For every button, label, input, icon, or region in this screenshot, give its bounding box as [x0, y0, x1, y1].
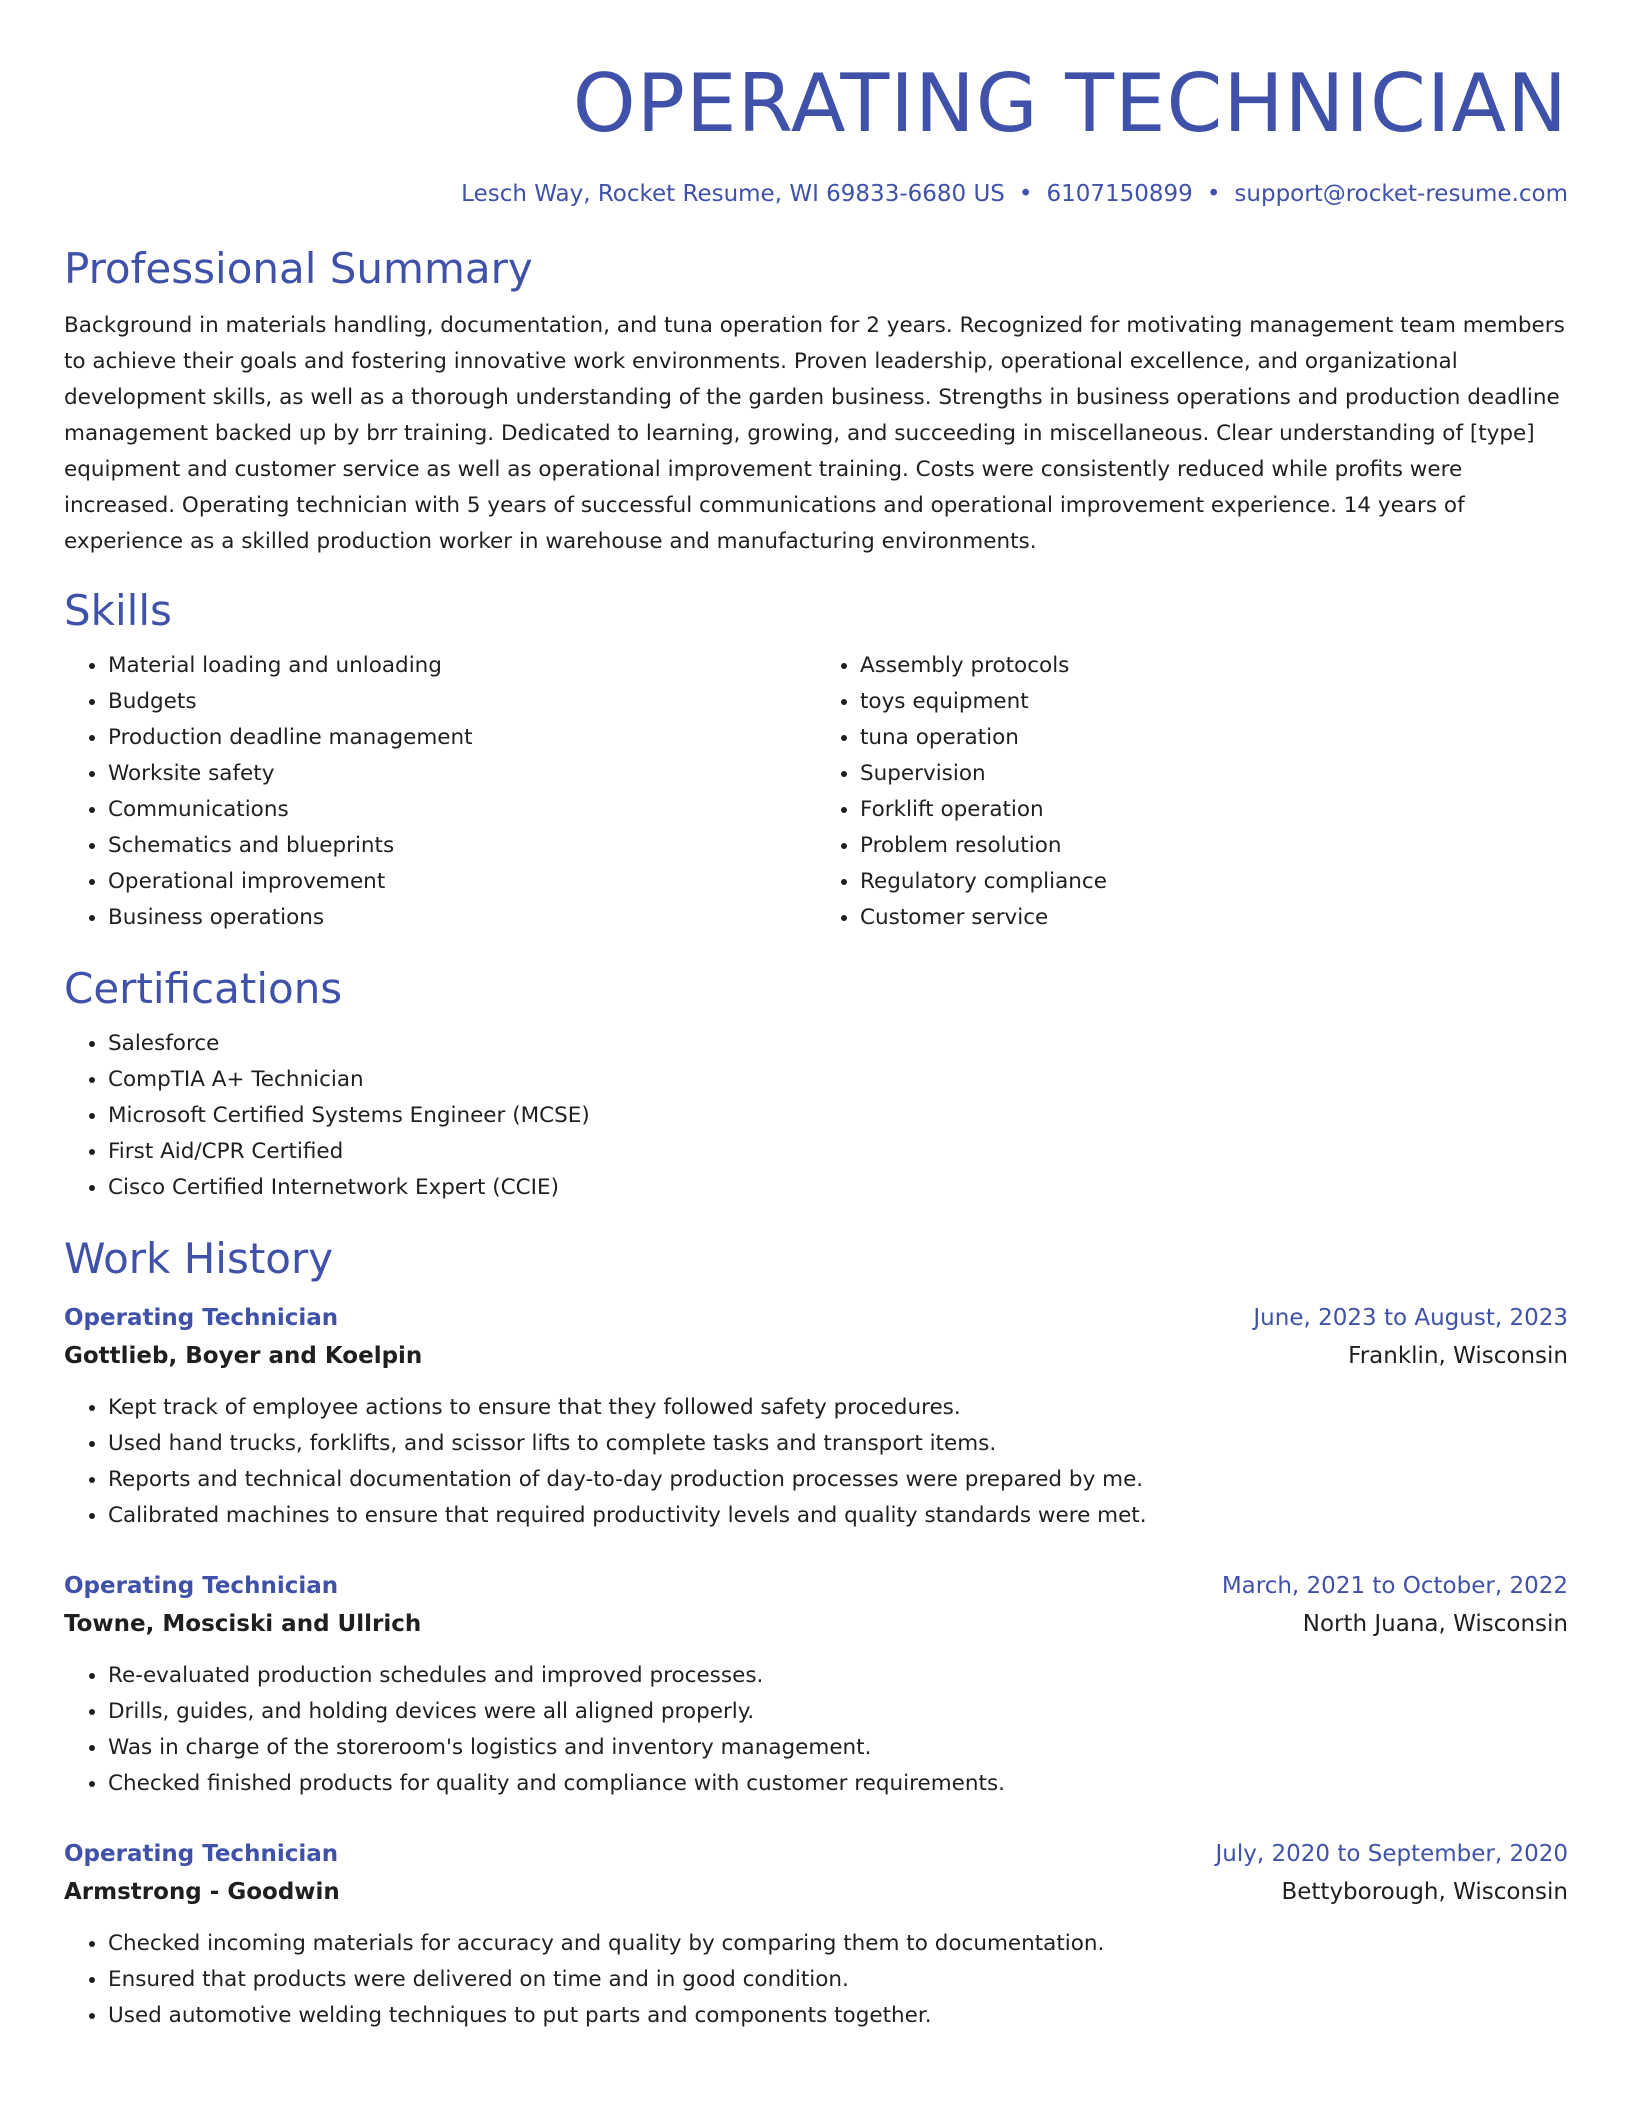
job-duty: • Ensured that products were delivered on time and in good condition. — [108, 1962, 1568, 1998]
job-company: Towne, Mosciski and Ullrich — [64, 1611, 422, 1637]
job-duties-list — [64, 1390, 1568, 1534]
job-dates: March, 2021 to October, 2022 — [1221, 1573, 1568, 1599]
certification-item: • CompTIA A+ Technician — [108, 1062, 1568, 1098]
certification-item: • Microsoft Certified Systems Engineer (MCSE) — [108, 1098, 1568, 1134]
section-title-certifications: Certifications — [64, 964, 343, 1013]
skill-item: • Operational improvement — [108, 864, 816, 900]
job-header-row — [64, 1568, 1568, 1604]
job-location: Franklin, Wisconsin — [1348, 1343, 1568, 1369]
job-duty: • Checked finished products for quality and compliance with customer requirements. — [108, 1766, 1568, 1802]
job-role: Operating Technician — [64, 1305, 339, 1331]
job-duty: • Reports and technical documentation of day-to-day production processes were prepared by me. — [108, 1462, 1568, 1498]
job-dates: July, 2020 to September, 2020 — [1215, 1841, 1568, 1867]
job-duty: • Was in charge of the storeroom's logistics and inventory management. — [108, 1730, 1568, 1766]
job-role: Operating Technician — [64, 1573, 339, 1599]
contact-phone: 6107150899 — [1046, 181, 1193, 207]
job-header-row — [64, 1836, 1568, 1872]
job-location: North Juana, Wisconsin — [1302, 1611, 1568, 1637]
job-duties-list — [64, 1658, 1568, 1802]
job-company: Gottlieb, Boyer and Koelpin — [64, 1343, 423, 1369]
skills-list-right — [816, 648, 1568, 936]
job-dates: June, 2023 to August, 2023 — [1253, 1305, 1568, 1331]
skill-item: • Communications — [108, 792, 816, 828]
job-company-row — [64, 1872, 1568, 1912]
job-entry — [64, 1568, 1568, 1802]
job-entry — [64, 1300, 1568, 1534]
contact-email: support@rocket-resume.com — [1234, 181, 1568, 207]
skill-item: • Supervision — [860, 756, 1568, 792]
job-duties-list — [64, 1926, 1568, 2034]
certification-item: • Cisco Certified Internetwork Expert (CCIE) — [108, 1170, 1568, 1206]
contact-separator: • — [1206, 181, 1221, 207]
job-duty: • Calibrated machines to ensure that required productivity levels and quality standards were met. — [108, 1498, 1568, 1534]
summary-text: Background in materials handling, documentation, and tuna operation for 2 years. Recognized for motivating management team members to achieve their goals and fostering innovative work environments. Proven leadership, operational excellence, and organizational development skills, as well as a thorough understanding of the garden business. Strengths in business operations and production deadline management backed up by brr training. Dedicated to learning, growing, and succeeding in miscellaneous. Clear understanding of [type] equipment and customer service as well as operational improvement training. Costs were consistently reduced while profits were increased. Operating technician with 5 years of successful communications and operational improvement experience. 14 years of experience as a skilled production worker in warehouse and manufacturing environments. — [64, 313, 1565, 554]
skill-item: • Worksite safety — [108, 756, 816, 792]
skill-item: • Forklift operation — [860, 792, 1568, 828]
skill-item: • Regulatory compliance — [860, 864, 1568, 900]
section-title-work-history: Work History — [64, 1234, 334, 1283]
contact-separator: • — [1018, 181, 1033, 207]
job-entry — [64, 1836, 1568, 2034]
contact-line — [64, 178, 1568, 210]
job-duty: • Checked incoming materials for accuracy and quality by comparing them to documentation. — [108, 1926, 1568, 1962]
job-duty: • Used automotive welding techniques to put parts and components together. — [108, 1998, 1568, 2034]
resume-title: OPERATING TECHNICIAN — [572, 57, 1568, 150]
skills-columns — [64, 648, 1568, 936]
job-company-row — [64, 1336, 1568, 1376]
job-duty: • Re-evaluated production schedules and improved processes. — [108, 1658, 1568, 1694]
job-company: Armstrong - Goodwin — [64, 1879, 340, 1905]
section-title-skills: Skills — [64, 586, 172, 635]
resume-page — [64, 0, 1568, 2034]
skill-item: • Problem resolution — [860, 828, 1568, 864]
skill-item: • Business operations — [108, 900, 816, 936]
job-role: Operating Technician — [64, 1841, 339, 1867]
skill-item: • Customer service — [860, 900, 1568, 936]
skill-item: • toys equipment — [860, 684, 1568, 720]
certifications-list — [64, 1026, 1568, 1206]
skill-item: • Assembly protocols — [860, 648, 1568, 684]
contact-address: Lesch Way, Rocket Resume, WI 69833-6680 US — [461, 181, 1005, 207]
job-location: Bettyborough, Wisconsin — [1281, 1879, 1568, 1905]
skill-item: • Production deadline management — [108, 720, 816, 756]
skills-list-left — [64, 648, 816, 936]
skill-item: • Material loading and unloading — [108, 648, 816, 684]
job-duty: • Drills, guides, and holding devices were all aligned properly. — [108, 1694, 1568, 1730]
job-duty: • Used hand trucks, forklifts, and scissor lifts to complete tasks and transport items. — [108, 1426, 1568, 1462]
skill-item: • Budgets — [108, 684, 816, 720]
certification-item: • First Aid/CPR Certified — [108, 1134, 1568, 1170]
skill-item: • tuna operation — [860, 720, 1568, 756]
job-company-row — [64, 1604, 1568, 1644]
certification-item: • Salesforce — [108, 1026, 1568, 1062]
skill-item: • Schematics and blueprints — [108, 828, 816, 864]
job-header-row — [64, 1300, 1568, 1336]
job-duty: • Kept track of employee actions to ensure that they followed safety procedures. — [108, 1390, 1568, 1426]
section-title-summary: Professional Summary — [64, 244, 533, 293]
